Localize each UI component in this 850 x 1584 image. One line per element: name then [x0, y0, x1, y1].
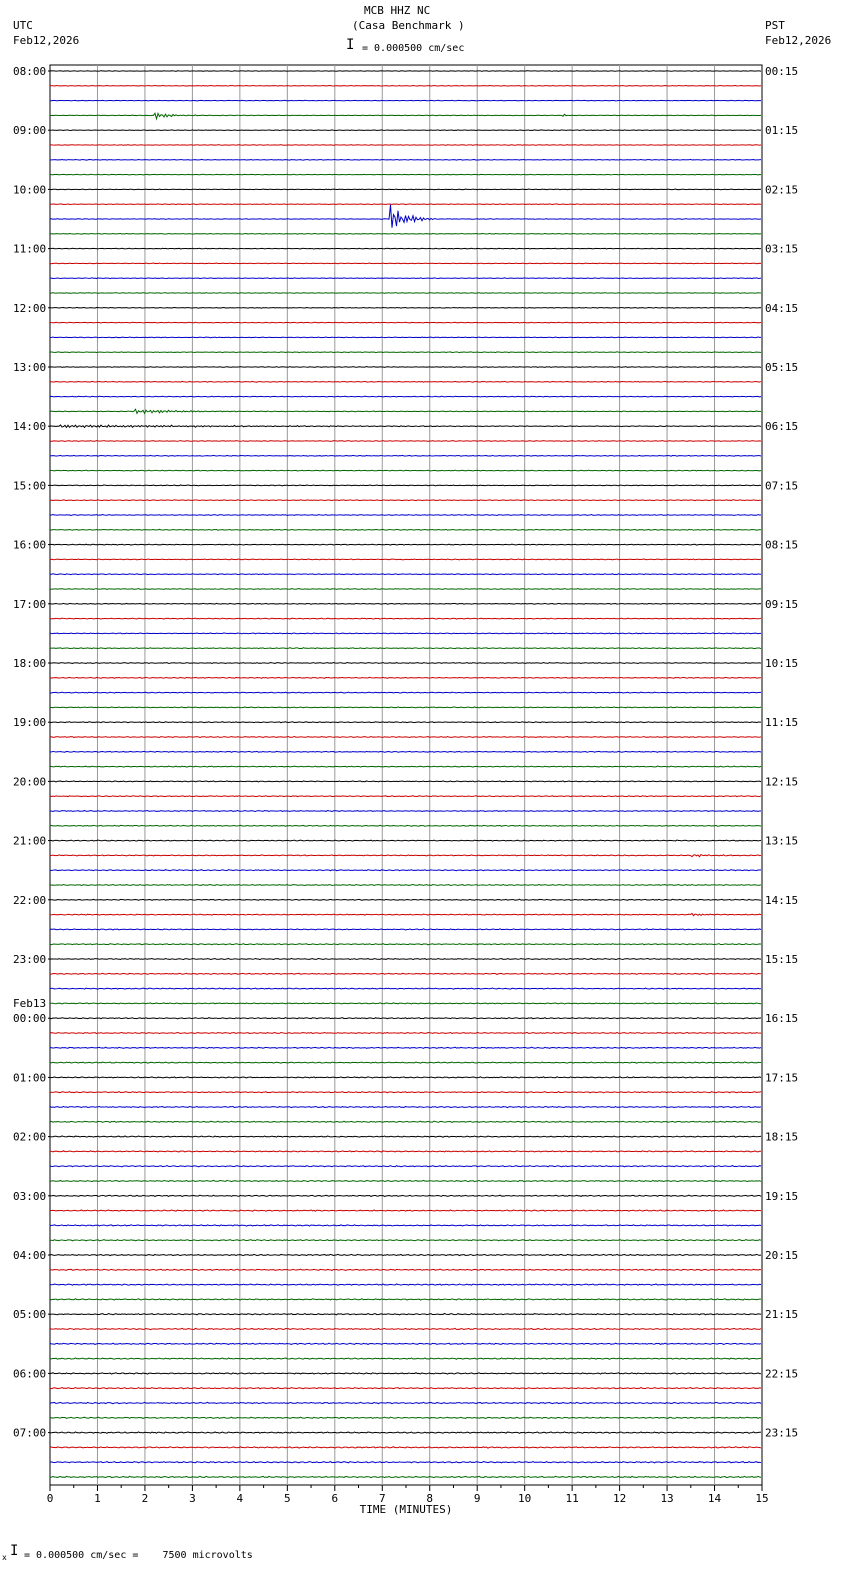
footer-scale-prefix: x — [2, 1553, 7, 1562]
trace-70 — [50, 1106, 761, 1107]
left-hour-label: 06:00 — [13, 1367, 47, 1381]
right-hour-label: 04:15 — [765, 301, 799, 315]
right-timezone: PST — [765, 19, 785, 32]
x-tick-label: 13 — [660, 1492, 674, 1505]
left-hour-label: 01:00 — [13, 1071, 47, 1085]
trace-1 — [50, 85, 761, 86]
left-date: Feb12,2026 — [13, 34, 80, 47]
trace-45 — [50, 737, 761, 738]
trace-51 — [50, 825, 761, 826]
trace-95 — [50, 1476, 761, 1477]
left-hour-label: 16:00 — [13, 538, 47, 552]
x-tick-label: 11 — [565, 1492, 579, 1505]
date-change-label: Feb13 — [13, 997, 47, 1011]
left-hour-label: 15:00 — [13, 479, 47, 493]
trace-52 — [50, 840, 761, 841]
left-hour-label: 12:00 — [13, 301, 47, 315]
trace-32 — [50, 544, 761, 545]
trace-36 — [50, 603, 761, 604]
left-hour-label: 13:00 — [13, 361, 47, 374]
trace-79 — [50, 1240, 761, 1241]
trace-62 — [50, 988, 761, 989]
trace-41 — [50, 677, 761, 678]
trace-29 — [50, 500, 761, 501]
trace-37 — [50, 618, 761, 619]
right-hour-label: 19:15 — [765, 1189, 799, 1203]
left-hour-label: 05:00 — [13, 1308, 47, 1322]
trace-91 — [50, 1417, 761, 1418]
trace-55 — [50, 884, 761, 885]
x-tick-label: 3 — [189, 1492, 196, 1505]
trace-92 — [50, 1432, 761, 1433]
right-hour-label: 09:15 — [765, 597, 799, 611]
left-hour-label: 23:00 — [13, 953, 47, 966]
trace-28 — [50, 485, 761, 486]
left-hour-label: 02:00 — [13, 1130, 47, 1144]
trace-58 — [50, 929, 761, 930]
right-hour-label: 07:15 — [765, 479, 799, 493]
trace-53 — [50, 854, 761, 856]
trace-35 — [50, 589, 761, 590]
left-hour-label: 17:00 — [13, 597, 47, 611]
x-tick-label: 9 — [473, 1492, 481, 1505]
trace-57 — [50, 913, 761, 915]
trace-2 — [50, 100, 761, 101]
trace-15 — [50, 293, 761, 294]
trace-71 — [50, 1121, 761, 1122]
trace-19 — [50, 352, 761, 353]
trace-4 — [50, 130, 761, 131]
right-hour-label: 16:15 — [765, 1012, 799, 1026]
trace-93 — [50, 1447, 761, 1448]
trace-8 — [50, 189, 761, 190]
trace-43 — [50, 707, 761, 708]
left-hour-label: 14:00 — [13, 420, 47, 434]
trace-50 — [50, 810, 761, 811]
trace-6 — [50, 159, 761, 160]
left-hour-label: 00:00 — [13, 1012, 47, 1026]
trace-65 — [50, 1032, 761, 1033]
x-tick-label: 8 — [426, 1492, 434, 1505]
trace-34 — [50, 574, 761, 575]
trace-60 — [50, 958, 761, 959]
trace-16 — [50, 307, 761, 308]
trace-26 — [50, 455, 761, 456]
x-tick-label: 15 — [755, 1492, 769, 1505]
trace-0 — [50, 71, 761, 72]
trace-25 — [50, 441, 761, 442]
trace-82 — [50, 1284, 761, 1285]
trace-49 — [50, 796, 761, 797]
trace-66 — [50, 1047, 761, 1048]
trace-64 — [50, 1018, 761, 1019]
x-tick-label: 10 — [518, 1492, 532, 1505]
trace-3 — [50, 113, 761, 119]
trace-9 — [50, 204, 761, 205]
trace-14 — [50, 278, 761, 279]
trace-87 — [50, 1358, 761, 1359]
station-title: MCB HHZ NC — [364, 4, 431, 17]
right-hour-label: 11:15 — [765, 716, 799, 730]
trace-40 — [50, 663, 761, 664]
trace-13 — [50, 263, 761, 264]
trace-18 — [50, 337, 761, 338]
trace-23 — [50, 409, 761, 413]
trace-44 — [50, 722, 761, 723]
trace-89 — [50, 1387, 761, 1388]
scale-bar-icon: I — [346, 37, 355, 53]
left-timezone: UTC — [13, 19, 33, 32]
trace-20 — [50, 367, 761, 368]
x-tick-label: 7 — [378, 1492, 386, 1505]
trace-90 — [50, 1402, 761, 1403]
x-tick-label: 2 — [141, 1492, 149, 1505]
trace-22 — [50, 396, 761, 397]
x-tick-label: 14 — [707, 1492, 722, 1505]
trace-86 — [50, 1343, 761, 1344]
trace-12 — [50, 248, 761, 249]
trace-21 — [50, 381, 761, 382]
left-hour-label: 04:00 — [13, 1249, 47, 1262]
x-tick-label: 12 — [612, 1492, 627, 1505]
trace-74 — [50, 1166, 761, 1167]
left-hour-label: 10:00 — [13, 183, 47, 197]
trace-47 — [50, 766, 761, 767]
footer-scale-bar-icon: I — [10, 1543, 19, 1559]
trace-46 — [50, 751, 761, 752]
trace-59 — [50, 944, 761, 945]
trace-31 — [50, 529, 761, 530]
trace-5 — [50, 145, 761, 146]
left-hour-label: 21:00 — [13, 834, 47, 848]
right-hour-label: 15:15 — [765, 953, 799, 966]
trace-68 — [50, 1077, 761, 1078]
left-hour-label: 22:00 — [13, 893, 47, 907]
trace-10 — [50, 205, 761, 228]
left-hour-label: 07:00 — [13, 1426, 47, 1440]
x-tick-label: 1 — [94, 1492, 101, 1505]
trace-78 — [50, 1225, 761, 1226]
trace-83 — [50, 1299, 761, 1300]
footer-scale-text: = 0.000500 cm/sec = 7500 microvolts — [24, 1550, 253, 1561]
right-hour-label: 10:15 — [765, 657, 799, 670]
trace-24 — [50, 425, 761, 428]
right-hour-label: 03:15 — [765, 242, 799, 256]
trace-76 — [50, 1195, 761, 1196]
x-tick-label: 6 — [331, 1492, 339, 1505]
left-hour-label: 08:00 — [13, 65, 47, 78]
trace-30 — [50, 515, 761, 516]
trace-94 — [50, 1462, 761, 1463]
trace-61 — [50, 973, 761, 974]
right-hour-label: 06:15 — [765, 420, 799, 434]
trace-42 — [50, 692, 761, 693]
trace-77 — [50, 1210, 761, 1211]
right-hour-label: 23:15 — [765, 1426, 799, 1440]
site-name: (Casa Benchmark ) — [352, 19, 465, 32]
right-hour-label: 05:15 — [765, 361, 799, 374]
left-hour-label: 03:00 — [13, 1189, 47, 1203]
trace-27 — [50, 470, 761, 471]
right-hour-label: 02:15 — [765, 183, 799, 197]
trace-7 — [50, 174, 761, 175]
right-hour-label: 18:15 — [765, 1130, 799, 1144]
trace-38 — [50, 633, 761, 634]
right-hour-label: 21:15 — [765, 1308, 799, 1322]
trace-84 — [50, 1313, 761, 1314]
left-hour-label: 09:00 — [13, 124, 47, 138]
trace-11 — [50, 233, 761, 234]
right-hour-label: 12:15 — [765, 775, 799, 789]
scale-label: = 0.000500 cm/sec — [362, 43, 465, 54]
trace-81 — [50, 1269, 761, 1270]
right-hour-label: 17:15 — [765, 1071, 799, 1085]
left-hour-label: 20:00 — [13, 775, 47, 789]
x-tick-label: 4 — [236, 1492, 244, 1505]
trace-75 — [50, 1180, 761, 1181]
left-hour-label: 11:00 — [13, 242, 47, 256]
trace-33 — [50, 559, 761, 560]
right-hour-label: 13:15 — [765, 834, 799, 848]
right-hour-label: 20:15 — [765, 1249, 799, 1262]
x-tick-label: 5 — [284, 1492, 291, 1505]
left-hour-label: 19:00 — [13, 716, 47, 730]
left-hour-label: 18:00 — [13, 657, 47, 670]
right-date: Feb12,2026 — [765, 34, 832, 47]
trace-85 — [50, 1328, 761, 1329]
trace-63 — [50, 1003, 761, 1004]
right-hour-label: 08:15 — [765, 538, 799, 552]
trace-73 — [50, 1151, 761, 1152]
trace-67 — [50, 1062, 761, 1063]
x-axis-title: TIME (MINUTES) — [359, 1503, 453, 1516]
right-hour-label: 22:15 — [765, 1367, 799, 1381]
trace-39 — [50, 648, 761, 649]
trace-56 — [50, 899, 761, 900]
trace-69 — [50, 1092, 761, 1093]
trace-48 — [50, 781, 761, 782]
trace-88 — [50, 1373, 761, 1374]
x-tick-label: 0 — [46, 1492, 54, 1505]
right-hour-label: 00:15 — [765, 65, 799, 78]
right-hour-label: 01:15 — [765, 124, 799, 138]
trace-72 — [50, 1136, 761, 1137]
trace-17 — [50, 322, 761, 323]
right-hour-label: 14:15 — [765, 893, 799, 907]
trace-54 — [50, 870, 761, 871]
trace-80 — [50, 1254, 761, 1255]
